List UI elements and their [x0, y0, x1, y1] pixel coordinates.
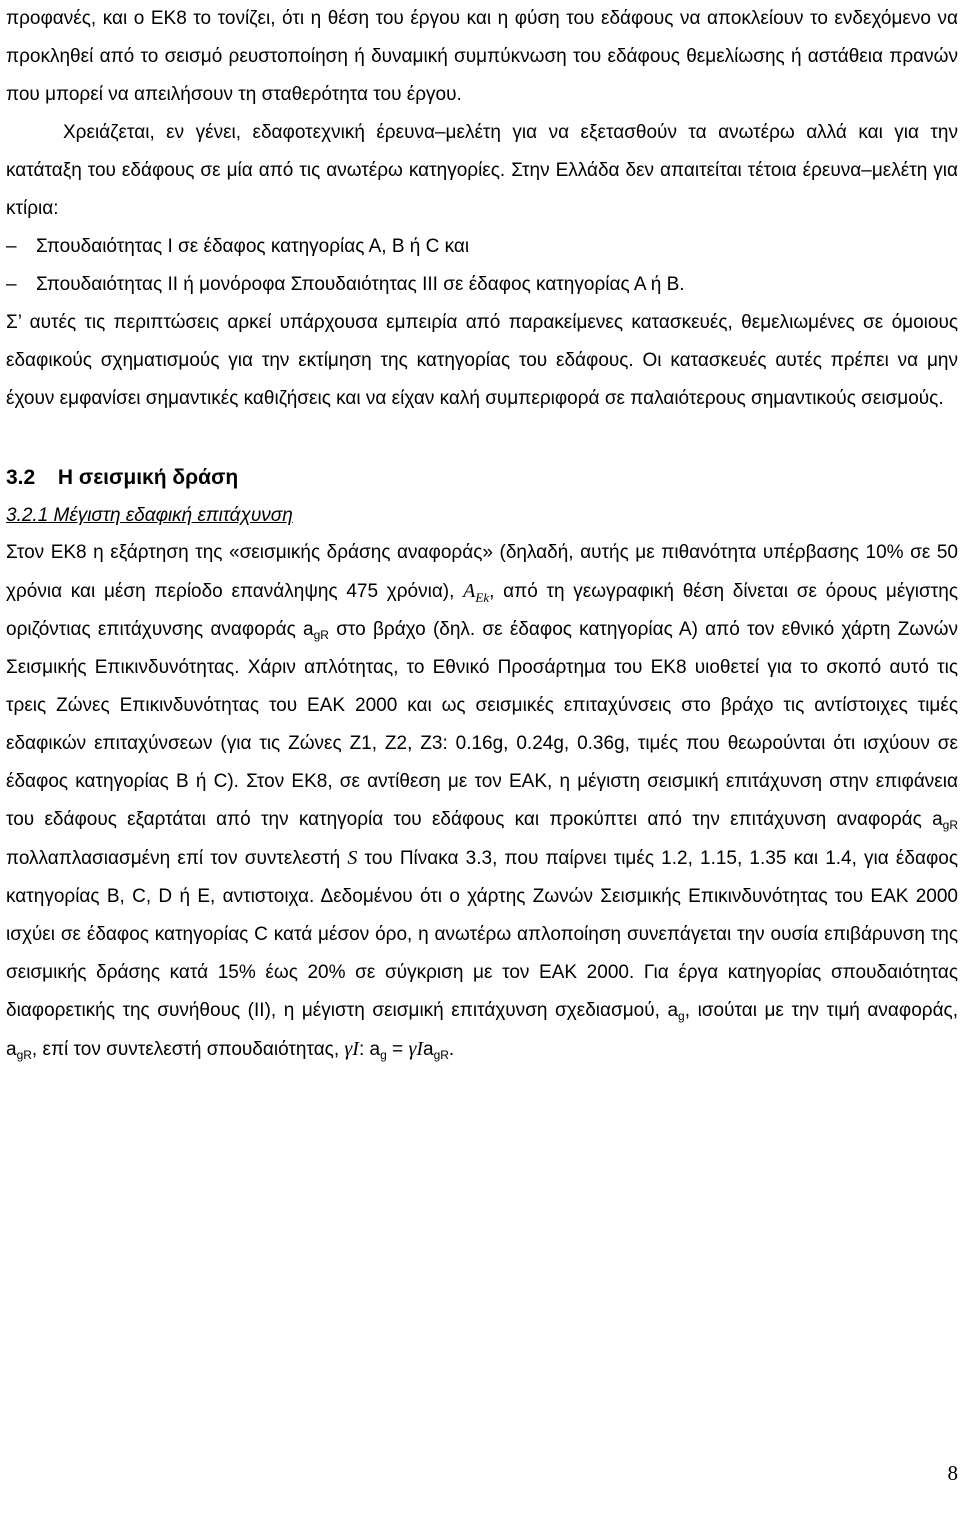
symbol-subscript: g: [678, 1009, 685, 1023]
symbol-subscript: gR: [942, 818, 959, 832]
subsection-heading: 3.2.1 Μέγιστη εδαφική επιτάχυνση: [6, 505, 293, 526]
text-span: =: [386, 1039, 409, 1060]
dash-list-item: [6, 266, 958, 304]
dash-bullet: –: [6, 236, 17, 257]
symbol-subscript: Ek: [475, 590, 490, 605]
dash-list-item: [6, 228, 958, 266]
dash-list-item-text: Σπουδαιότητας ΙΙ ή μονόροφα Σπουδαιότητας ΙΙΙ σε έδαφος κατηγορίας Α ή Β.: [36, 274, 685, 295]
text-span: Στον ΕΚ8 η εξάρτηση της «σεισμικής δράσης αναφοράς» (δηλαδή, αυτής με πιθανότητα υπέρβασης 10% σε 50 χρόνια και μέση περίοδο επανάληψης 475 χρόνια),: [6, 542, 958, 602]
symbol-a-ek: [463, 580, 490, 605]
symbol-agr: [423, 1039, 449, 1060]
symbol-text: a: [422, 1039, 434, 1060]
spacer: [6, 418, 958, 456]
symbol-gamma: γΙ: [344, 1038, 359, 1060]
symbol-agr: [932, 809, 958, 830]
symbol-subscript: gR: [433, 1048, 449, 1062]
symbol-agr: [6, 1039, 32, 1060]
symbol-gamma: γΙ: [408, 1038, 423, 1060]
text-span: , από τη γεωγραφική θέση δίνεται σε όρους μέγιστης οριζόντιας επιτάχυνσης αναφοράς: [6, 581, 958, 640]
paragraph-research: Χρειάζεται, εν γένει, εδαφοτεχνική έρευνα–μελέτη για να εξετασθούν τα ανωτέρω αλλά και για την κατάταξη του εδάφους σε μία από τις ανωτέρω κατηγορίες. Στην Ελλάδα δεν απαιτείται τέτοια έρευνα–μελέτη για κτίρια:: [6, 122, 958, 219]
dash-bullet: –: [6, 274, 17, 295]
symbol-text: a: [369, 1039, 381, 1060]
section-title: Η σεισμική δράση: [57, 466, 239, 489]
text-span: , επί τον συντελεστή σπουδαιότητας,: [31, 1039, 340, 1060]
symbol-subscript: g: [380, 1048, 387, 1062]
symbol-agr: [303, 619, 329, 640]
symbol-ag: [667, 1000, 684, 1021]
text-span: .: [448, 1039, 455, 1060]
section-number: 3.2: [6, 466, 36, 489]
document-page: [6, 0, 958, 1069]
paragraph-experience: Σ’ αυτές τις περιπτώσεις αρκεί υπάρχουσα εμπειρία από παρακείμενες κατασκευές, θεμελιωμένες σε όμοιους εδαφικούς σχηματισμούς για την εκτίμηση της κατηγορίας του εδάφους. Οι κατασκευές αυτές πρέπει να μην έχουν εμφανίσει σημαντικές καθιζήσεις και να είχαν καλή συμπεριφορά σε παλαιότερους σημαντικούς σεισμούς.: [6, 312, 958, 409]
symbol-subscript: gR: [313, 628, 329, 642]
text-span: , ισούται με την τιμή αναφοράς,: [684, 1000, 958, 1021]
dash-list-item-text: Σπουδαιότητας Ι σε έδαφος κατηγορίας Α, Β ή C και: [36, 236, 470, 257]
symbol-subscript: gR: [16, 1048, 32, 1062]
text-span: στο βράχο (δηλ. σε έδαφος κατηγορίας Α) από τον εθνικό χάρτη Ζωνών Σεισμικής Επικινδυνότητας. Χάριν απλότητας, το Εθνικό Προσάρτημα του ΕΚ8 υιοθετεί για το σκοπό αυτό τις τρεις Ζώνες Επικινδυνότητας του ΕΑΚ 2000 και ως σεισμικές επιταχύνσεις στο βράχο τις αντίστοιχες τιμές εδαφικών επιταχύνσεων (για τις Ζώνες Ζ1, Ζ2, Ζ3: 0.16g, 0.24g, 0.36g, τιμές που θεωρούνται ότι ισχύουν σε έδαφος κατηγορίας Β ή C). Στον ΕΚ8, σε αντίθεση με τον ΕΑΚ, η μέγιστη σεισμική επιτάχυνση στην επιφάνεια του εδάφους εξαρτάται από την κατηγορία του εδάφους και προκύπτει από την επιτάχυνση αναφοράς: [6, 619, 959, 830]
symbol-text: a: [932, 809, 943, 830]
page-number: 8: [947, 1461, 958, 1485]
text-span: του Πίνακα 3.3, που παίρνει τιμές 1.2, 1.15, 1.35 και 1.4, για έδαφος κατηγορίας Β, C, D ή Ε, αντιστοιχα. Δεδομένου ότι ο χάρτης Ζωνών Σεισμικής Επικινδυνότητας του ΕΑΚ 2000 ισχύει σε έδαφος κατηγορίας C κατά μέσον όρο, η ανωτέρω απλοποίηση συνεπάγεται την ουσία επιβάρυνση της σεισμικής δράσης κατά 15% έως 20% σε σύγκριση με τον ΕΑΚ 2000. Για έργα κατηγορίας σπουδαιότητας διαφορετικής της συνήθους (ΙΙ), η μέγιστη σεισμική επιτάχυνση σχεδιασμού,: [6, 848, 959, 1021]
text-span: πολλαπλασιασμένη επί τον συντελεστή: [6, 848, 341, 869]
paragraph-main: [6, 534, 958, 1069]
symbol-text: a: [6, 1039, 17, 1060]
symbol-s: S: [347, 847, 358, 869]
symbol-ag: [370, 1039, 387, 1060]
paragraph-intro: προφανές, και ο ΕΚ8 το τονίζει, ότι η θέση του έργου και η φύση του εδάφους να αποκλείουν το ενδεχόμενο να προκληθεί από το σεισμό ρευστοποίηση ή δυναμική συμπύκνωση του εδάφους θεμελίωσης ή αστάθεια πρανών που μπορεί να απειλήσουν τη σταθερότητα του έργου.: [6, 8, 958, 105]
symbol-text: a: [303, 619, 314, 640]
symbol-text: A: [463, 580, 476, 602]
symbol-text: a: [667, 1000, 679, 1021]
text-span: :: [358, 1039, 365, 1060]
section-heading: [6, 458, 958, 498]
